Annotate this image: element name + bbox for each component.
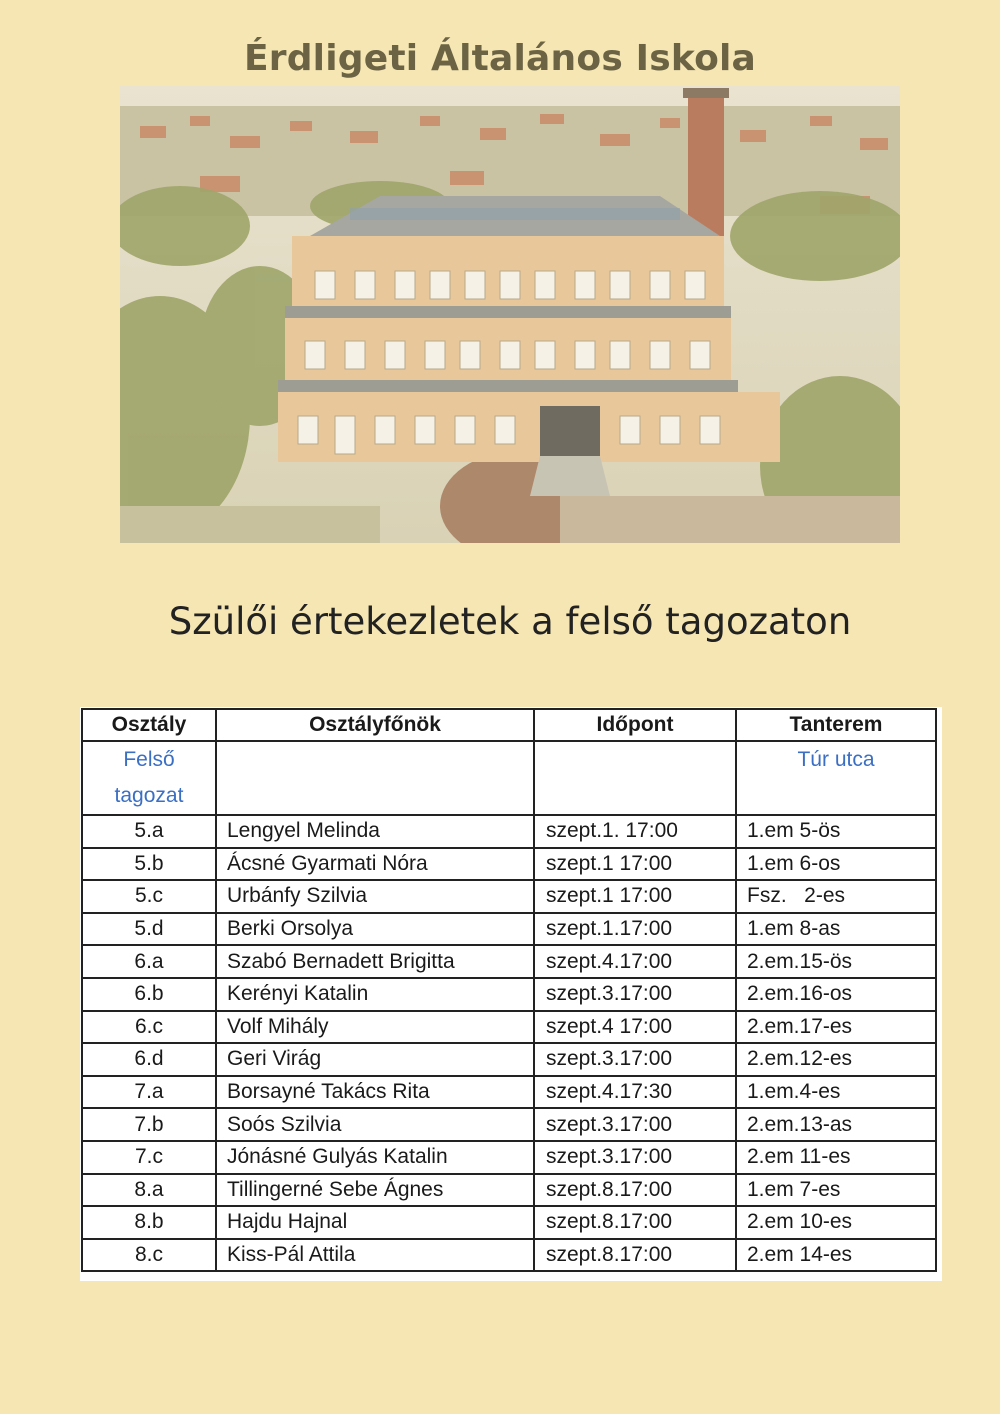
teacher-cell: Kerényi Katalin	[216, 978, 534, 1011]
level-line2: tagozat	[114, 784, 184, 807]
time-cell: szept.4.17:00	[534, 945, 736, 978]
class-cell: 8.c	[82, 1239, 216, 1272]
table-header-row	[82, 709, 936, 741]
teacher-cell: Berki Orsolya	[216, 913, 534, 946]
teacher-cell: Jónásné Gulyás Katalin	[216, 1141, 534, 1174]
room-cell: 1.em 8-as	[736, 913, 936, 946]
time-cell: szept.1.17:00	[534, 913, 736, 946]
class-cell: 5.a	[82, 815, 216, 848]
time-cell: szept.1 17:00	[534, 848, 736, 881]
class-cell: 7.b	[82, 1108, 216, 1141]
level-cell	[82, 741, 216, 815]
teacher-cell: Soós Szilvia	[216, 1108, 534, 1141]
time-cell: szept.8.17:00	[534, 1174, 736, 1207]
class-cell: 8.a	[82, 1174, 216, 1207]
schedule-table	[81, 708, 937, 1272]
teacher-cell: Szabó Bernadett Brigitta	[216, 945, 534, 978]
header-room: Tanterem	[736, 709, 936, 741]
room-cell: 2.em.16-os	[736, 978, 936, 1011]
time-cell: szept.8.17:00	[534, 1206, 736, 1239]
room-cell: Fsz. 2-es	[736, 880, 936, 913]
table-subheader-row	[82, 741, 936, 815]
school-building-photo	[120, 86, 900, 543]
empty-cell	[534, 741, 736, 815]
room-cell: 2.em 10-es	[736, 1206, 936, 1239]
school-title: Érdligeti Általános Iskola	[243, 38, 757, 79]
teacher-cell: Geri Virág	[216, 1043, 534, 1076]
level-line1: Felső	[123, 748, 175, 771]
table-row	[82, 848, 936, 881]
table-row	[82, 1043, 936, 1076]
class-cell: 5.d	[82, 913, 216, 946]
header-time: Időpont	[534, 709, 736, 741]
room-cell: 2.em 11-es	[736, 1141, 936, 1174]
class-cell: 5.b	[82, 848, 216, 881]
time-cell: szept.1 17:00	[534, 880, 736, 913]
room-cell: 2.em.17-es	[736, 1011, 936, 1044]
room-cell: 2.em.13-as	[736, 1108, 936, 1141]
schedule-table-panel	[80, 707, 942, 1281]
class-cell: 6.d	[82, 1043, 216, 1076]
table-row	[82, 1174, 936, 1207]
teacher-cell: Volf Mihály	[216, 1011, 534, 1044]
location-label: Túr utca	[797, 748, 875, 771]
room-cell: 2.em.15-ös	[736, 945, 936, 978]
teacher-cell: Kiss-Pál Attila	[216, 1239, 534, 1272]
location-cell	[736, 741, 936, 815]
time-cell: szept.3.17:00	[534, 1108, 736, 1141]
room-cell: 1.em.4-es	[736, 1076, 936, 1109]
teacher-cell: Lengyel Melinda	[216, 815, 534, 848]
table-row	[82, 815, 936, 848]
table-row	[82, 880, 936, 913]
room-cell: 1.em 6-os	[736, 848, 936, 881]
page-subtitle: Szülői értekezletek a felső tagozaton	[168, 600, 852, 643]
table-row	[82, 1076, 936, 1109]
class-cell: 5.c	[82, 880, 216, 913]
time-cell: szept.8.17:00	[534, 1239, 736, 1272]
teacher-cell: Hajdu Hajnal	[216, 1206, 534, 1239]
table-row	[82, 1011, 936, 1044]
class-cell: 7.c	[82, 1141, 216, 1174]
header-teacher: Osztályfőnök	[216, 709, 534, 741]
table-row	[82, 913, 936, 946]
class-cell: 7.a	[82, 1076, 216, 1109]
class-cell: 6.b	[82, 978, 216, 1011]
table-row	[82, 1108, 936, 1141]
class-cell: 6.a	[82, 945, 216, 978]
time-cell: szept.3.17:00	[534, 978, 736, 1011]
time-cell: szept.3.17:00	[534, 1043, 736, 1076]
room-cell: 1.em 5-ös	[736, 815, 936, 848]
table-row	[82, 1239, 936, 1272]
time-cell: szept.4.17:30	[534, 1076, 736, 1109]
class-cell: 8.b	[82, 1206, 216, 1239]
teacher-cell: Borsayné Takács Rita	[216, 1076, 534, 1109]
table-row	[82, 978, 936, 1011]
table-row	[82, 1206, 936, 1239]
teacher-cell: Tillingerné Sebe Ágnes	[216, 1174, 534, 1207]
time-cell: szept.4 17:00	[534, 1011, 736, 1044]
class-cell: 6.c	[82, 1011, 216, 1044]
table-row	[82, 945, 936, 978]
teacher-cell: Urbánfy Szilvia	[216, 880, 534, 913]
room-cell: 2.em 14-es	[736, 1239, 936, 1272]
time-cell: szept.1. 17:00	[534, 815, 736, 848]
table-row	[82, 1141, 936, 1174]
empty-cell	[216, 741, 534, 815]
room-cell: 1.em 7-es	[736, 1174, 936, 1207]
time-cell: szept.3.17:00	[534, 1141, 736, 1174]
header-class: Osztály	[82, 709, 216, 741]
room-cell: 2.em.12-es	[736, 1043, 936, 1076]
teacher-cell: Ácsné Gyarmati Nóra	[216, 848, 534, 881]
